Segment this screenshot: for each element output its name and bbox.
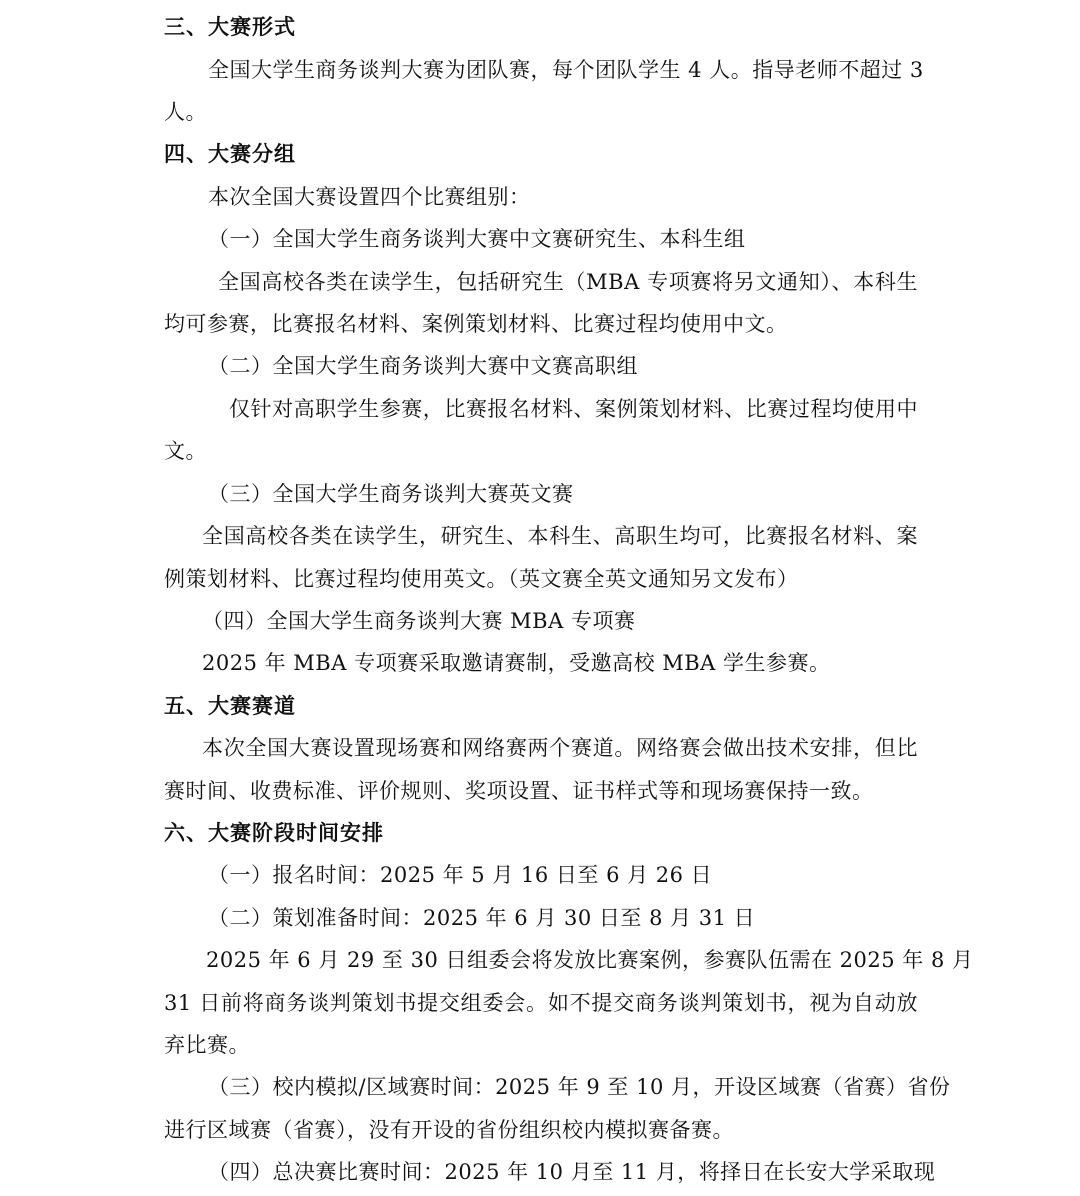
paragraph-line: 全国大学生商务谈判大赛为团队赛，每个团队学生 4 人。指导老师不超过 3 <box>208 58 924 82</box>
paragraph-line: 全国高校各类在读学生，包括研究生（MBA 专项赛将另文通知）、本科生 <box>218 270 918 294</box>
subsection-heading: （三）校内模拟/区域赛时间：2025 年 9 至 10 月，开设区域赛（省赛）省份 <box>208 1075 951 1099</box>
section-heading-format: 三、大赛形式 <box>164 15 296 39</box>
paragraph-line: 赛时间、收费标准、评价规则、奖项设置、证书样式等和现场赛保持一致。 <box>164 779 874 803</box>
paragraph-line: 人。 <box>164 100 207 124</box>
paragraph-line: 弃比赛。 <box>164 1033 250 1057</box>
paragraph-line: 例策划材料、比赛过程均使用英文。（英文赛全英文通知另文发布） <box>164 567 799 591</box>
section-heading-groups: 四、大赛分组 <box>164 142 296 166</box>
paragraph-line: 文。 <box>164 439 207 463</box>
subsection-heading: （二）全国大学生商务谈判大赛中文赛高职组 <box>208 354 638 378</box>
paragraph-line: 本次全国大赛设置现场赛和网络赛两个赛道。网络赛会做出技术安排，但比 <box>202 736 918 760</box>
subsection-heading: （二）策划准备时间：2025 年 6 月 30 日至 8 月 31 日 <box>208 906 756 930</box>
paragraph-line: 本次全国大赛设置四个比赛组别： <box>208 185 531 209</box>
section-heading-schedule: 六、大赛阶段时间安排 <box>164 821 384 845</box>
paragraph-line: 2025 年 6 月 29 至 30 日组委会将发放比赛案例，参赛队伍需在 2025 年 8 月 <box>206 948 974 972</box>
subsection-heading: （四）总决赛比赛时间：2025 年 10 月至 11 月，将择日在长安大学采取现 <box>208 1160 936 1184</box>
paragraph-line: 仅针对高职学生参赛，比赛报名材料、案例策划材料、比赛过程均使用中 <box>229 397 918 421</box>
paragraph-line: 全国高校各类在读学生，研究生、本科生、高职生均可，比赛报名材料、案 <box>202 524 918 548</box>
subsection-heading: （四）全国大学生商务谈判大赛 MBA 专项赛 <box>202 609 636 633</box>
subsection-heading: （一）报名时间：2025 年 5 月 16 日至 6 月 26 日 <box>208 863 713 887</box>
paragraph-line: 2025 年 MBA 专项赛采取邀请赛制，受邀高校 MBA 学生参赛。 <box>202 651 831 675</box>
subsection-heading: （三）全国大学生商务谈判大赛英文赛 <box>208 482 574 506</box>
paragraph-line: 31 日前将商务谈判策划书提交组委会。如不提交商务谈判策划书，视为自动放 <box>164 991 918 1015</box>
section-heading-tracks: 五、大赛赛道 <box>164 694 296 718</box>
subsection-heading: （一）全国大学生商务谈判大赛中文赛研究生、本科生组 <box>208 227 746 251</box>
paragraph-line: 进行区域赛（省赛），没有开设的省份组织校内模拟赛备赛。 <box>164 1118 734 1142</box>
paragraph-line: 均可参赛，比赛报名材料、案例策划材料、比赛过程均使用中文。 <box>164 312 788 336</box>
